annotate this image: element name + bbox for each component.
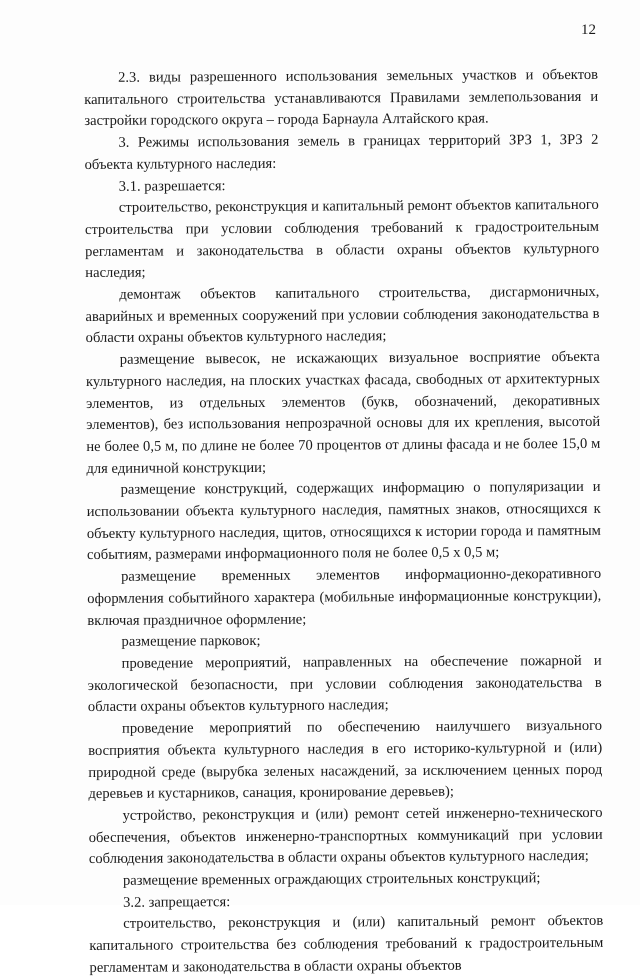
document-body: [84, 65, 604, 980]
paragraph-parking: размещение парковок;: [121, 633, 261, 651]
paragraph-demolition: демонтаж объектов капитального строительства, дисгармоничных, аварийных и временных сооружений при условии соблюдения законодательства в области охраны объектов культурного наследия;: [85, 283, 600, 347]
paragraph-signage: размещение вывесок, не искажающих визуальное восприятие объекта культурного наследия, на плоских участках фасада, свободных от архитектурных элементов, из отдельных элементов (букв, обозначений, декоративных элементов), без использования непрозрачной основы для их крепления, высотой не более 0,5 м, по длине не более 70 процентов от длины фасада и не более 15,0 м для единичной конструкции;: [85, 348, 601, 477]
paragraph-temporary-decor: размещение временных элементов информационно-декоративного оформления событийного характера (мобильные информационные конструкции), включая праздничное оформление;: [87, 566, 602, 629]
paragraph-visual-perception: проведение мероприятий по обеспечению наилучшего визуального восприятия объекта культурного наследия в его историко-культурной и (или) природной среде (вырубка зеленых насаждений, за исключением ценных пород деревьев и кустарников, санация, кронирование деревьев);: [88, 717, 603, 803]
paragraph-info-structures: размещение конструкций, содержащих информацию о популяризации и использовании объекта культурного наследия, памятных знаков, относящихся к объекту культурного наследия, щитов, относящихся к истории города и памятным событиям, размерами информационного поля не более 0,5 х 0,5 м;: [86, 479, 601, 564]
page-number: 12: [581, 22, 596, 38]
paragraph-construction: строительство, реконструкция и капитальный ремонт объектов капитального строительства при условии соблюдения требований к градостроительным регламентам и законодательства в области охраны объектов культурного наследия;: [84, 197, 600, 282]
paragraph-3-2-heading: 3.2. запрещается:: [123, 893, 231, 911]
paragraph-3-heading: 3. Режимы использования земель в границах территорий ЗРЗ 1, ЗРЗ 2 объекта культурного наследия:: [84, 131, 599, 173]
paragraph-safety: проведение мероприятий, направленных на обеспечение пожарной и экологической безопасности, при условии соблюдения законодательства в области охраны объектов культурного наследия;: [87, 652, 602, 716]
paragraph-temporary-fencing: размещение временных ограждающих строительных конструкций;: [122, 870, 541, 889]
paragraph-2-3: 2.3. виды разрешенного использования земельных участков и объектов капитального строительства устанавливаются Правилами землепользования и застройки городского округа – города Барнаула Алтайского края.: [84, 66, 599, 130]
paragraph-prohibited-construction: строительство, реконструкция и (или) капитальный ремонт объектов капитального строительства без соблюдения требований к градостроительным регламентам и законодательства в области охраны объектов: [89, 913, 604, 976]
paragraph-3-1-heading: 3.1. разрешается:: [118, 177, 226, 195]
paragraph-utilities: устройство, реконструкция и (или) ремонт сетей инженерно-технического обеспечения, объектов инженерно-транспортных коммуникаций при условии соблюдения законодательства в области охраны объектов культурного наследия;: [88, 804, 603, 868]
